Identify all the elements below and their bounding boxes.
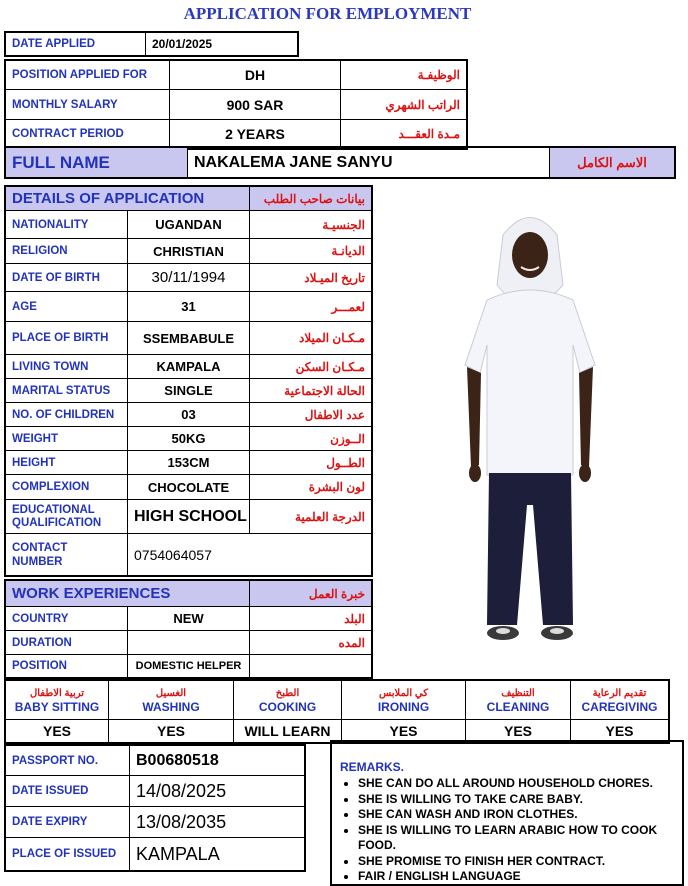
skill-baby-sitting: [6, 681, 109, 720]
place-of-birth-label: PLACE OF BIRTH: [6, 322, 128, 355]
date-applied-value: 20/01/2025: [146, 33, 298, 56]
duration-value: [128, 631, 250, 655]
salary-label: MONTHLY SALARY: [6, 90, 170, 120]
applicant-photo: [445, 205, 615, 655]
details-heading-arabic: بيانات صاحب الطلب: [250, 187, 372, 211]
place-issued-label: PLACE OF ISSUED: [6, 838, 130, 871]
remarks-list: [340, 776, 676, 885]
salary-value: 900 SAR: [170, 90, 341, 120]
country-arabic: البلد: [250, 607, 372, 631]
duration-label: DURATION: [6, 631, 128, 655]
skill-label: CAREGIVING: [581, 699, 658, 714]
position-arabic: الوظيفـة: [341, 61, 467, 90]
age-label: AGE: [6, 292, 128, 322]
height-value: 153CM: [128, 451, 250, 475]
dob-arabic: تاريخ الميـلاد: [250, 264, 372, 292]
dob-value: 30/11/1994: [128, 264, 250, 292]
skill-ar: تربية الاطفال: [29, 687, 85, 699]
living-town-value: KAMPALA: [128, 355, 250, 379]
skill-ar: التنظيف: [501, 687, 535, 699]
skill-value: YES: [342, 720, 466, 743]
children-label: NO. OF CHILDREN: [6, 403, 128, 427]
height-label: HEIGHT: [6, 451, 128, 475]
date-applied-label: DATE APPLIED: [6, 33, 146, 56]
skill-caregiving: [571, 681, 669, 720]
nationality-arabic: الجنسيـة: [250, 211, 372, 239]
remark-item: • SHE PROMISE TO FINISH HER CONTRACT.: [358, 854, 676, 870]
date-issued-value: 14/08/2025: [130, 776, 305, 807]
living-town-label: LIVING TOWN: [6, 355, 128, 379]
skill-cooking: [234, 681, 342, 720]
children-arabic: عدد الاطفال: [250, 403, 372, 427]
date-applied-table: [5, 32, 298, 56]
remark-item: • SHE IS WILLING TO LEARN ARABIC HOW TO COOK FOOD.: [358, 823, 676, 854]
remark-item: • SHE IS WILLING TO TAKE CARE BABY.: [358, 792, 676, 808]
marital-status-label: MARITAL STATUS: [6, 379, 128, 403]
weight-label: WEIGHT: [6, 427, 128, 451]
contract-label: CONTRACT PERIOD: [6, 120, 170, 149]
date-expiry-label: DATE EXPIRY: [6, 807, 130, 838]
skill-value: YES: [6, 720, 109, 743]
education-arabic: الدرجة العلمية: [250, 500, 372, 534]
work-position-arabic: [250, 655, 372, 678]
skill-ar: كي الملابس: [379, 687, 428, 699]
remark-item: • FAIR / ENGLISH LANGUAGE: [358, 869, 676, 885]
full-name-table: [5, 147, 675, 178]
remark-item: • SHE CAN DO ALL AROUND HOUSEHOLD CHORES.: [358, 776, 676, 792]
full-name-label: FULL NAME: [6, 148, 188, 178]
skill-ar: تقديم الرعاية: [592, 687, 647, 699]
education-label: EDUCATIONAL QUALIFICATION: [6, 500, 128, 534]
remarks-title: REMARKS.: [340, 760, 405, 774]
country-label: COUNTRY: [6, 607, 128, 631]
skill-label: IRONING: [377, 699, 430, 714]
dob-label: DATE OF BIRTH: [6, 264, 128, 292]
skill-ar: الغسيل: [155, 687, 187, 699]
religion-value: CHRISTIAN: [128, 239, 250, 264]
full-name-arabic: الاسم الكامل: [550, 148, 675, 178]
work-heading: WORK EXPERIENCES: [6, 581, 250, 607]
skill-cleaning: [466, 681, 571, 720]
skill-label: BABY SITTING: [14, 699, 100, 714]
weight-arabic: الــوزن: [250, 427, 372, 451]
date-issued-label: DATE ISSUED: [6, 776, 130, 807]
complexion-label: COMPLEXION: [6, 475, 128, 500]
education-value: HIGH SCHOOL: [128, 500, 250, 534]
weight-value: 50KG: [128, 427, 250, 451]
salary-arabic: الراتب الشهري: [341, 90, 467, 120]
place-issued-value: KAMPALA: [130, 838, 305, 871]
religion-label: RELIGION: [6, 239, 128, 264]
marital-status-arabic: الحالة الاجتماعية: [250, 379, 372, 403]
religion-arabic: الديانـة: [250, 239, 372, 264]
date-expiry-value: 13/08/2035: [130, 807, 305, 838]
work-table: [5, 580, 372, 678]
living-town-arabic: مـكـان السكن: [250, 355, 372, 379]
place-of-birth-value: SSEMBABULE: [128, 322, 250, 355]
skill-label: COOKING: [258, 699, 317, 714]
age-arabic: لعمـــر: [250, 292, 372, 322]
skill-ar: الطبخ: [275, 687, 300, 699]
skill-label: CLEANING: [486, 699, 550, 714]
remarks-box: [330, 740, 684, 886]
details-heading: DETAILS OF APPLICATION: [6, 187, 250, 211]
skill-value: WILL LEARN: [234, 720, 342, 743]
nationality-value: UGANDAN: [128, 211, 250, 239]
work-position-value: DOMESTIC HELPER: [128, 655, 250, 678]
skills-table: [5, 680, 669, 743]
complexion-value: CHOCOLATE: [128, 475, 250, 500]
passport-no-label: PASSPORT NO.: [6, 746, 130, 776]
marital-status-value: SINGLE: [128, 379, 250, 403]
full-name-value: NAKALEMA JANE SANYU: [188, 148, 550, 178]
work-heading-arabic: خبرة العمل: [250, 581, 372, 607]
contract-value: 2 YEARS: [170, 120, 341, 149]
height-arabic: الطــول: [250, 451, 372, 475]
contact-label: CONTACT NUMBER: [6, 534, 128, 576]
remark-item: • SHE CAN WASH AND IRON CLOTHES.: [358, 807, 676, 823]
passport-table: [5, 745, 305, 871]
contract-arabic: مـدة العقـــد: [341, 120, 467, 149]
contact-value: 0754064057: [128, 534, 372, 576]
duration-arabic: المده: [250, 631, 372, 655]
country-value: NEW: [128, 607, 250, 631]
work-position-label: POSITION: [6, 655, 128, 678]
children-value: 03: [128, 403, 250, 427]
position-label: POSITION APPLIED FOR: [6, 61, 170, 90]
position-value: DH: [170, 61, 341, 90]
skill-value: YES: [109, 720, 234, 743]
position-table: [5, 60, 467, 149]
skill-washing: [109, 681, 234, 720]
complexion-arabic: لون البشرة: [250, 475, 372, 500]
place-of-birth-arabic: مـكـان الميلاد: [250, 322, 372, 355]
details-table: [5, 186, 372, 576]
age-value: 31: [128, 292, 250, 322]
page-title: APPLICATION FOR EMPLOYMENT: [183, 4, 472, 23]
skill-ironing: [342, 681, 466, 720]
passport-no-value: B00680518: [130, 746, 305, 776]
skill-value: YES: [571, 720, 669, 743]
skill-value: YES: [466, 720, 571, 743]
nationality-label: NATIONALITY: [6, 211, 128, 239]
skill-label: WASHING: [142, 699, 200, 714]
